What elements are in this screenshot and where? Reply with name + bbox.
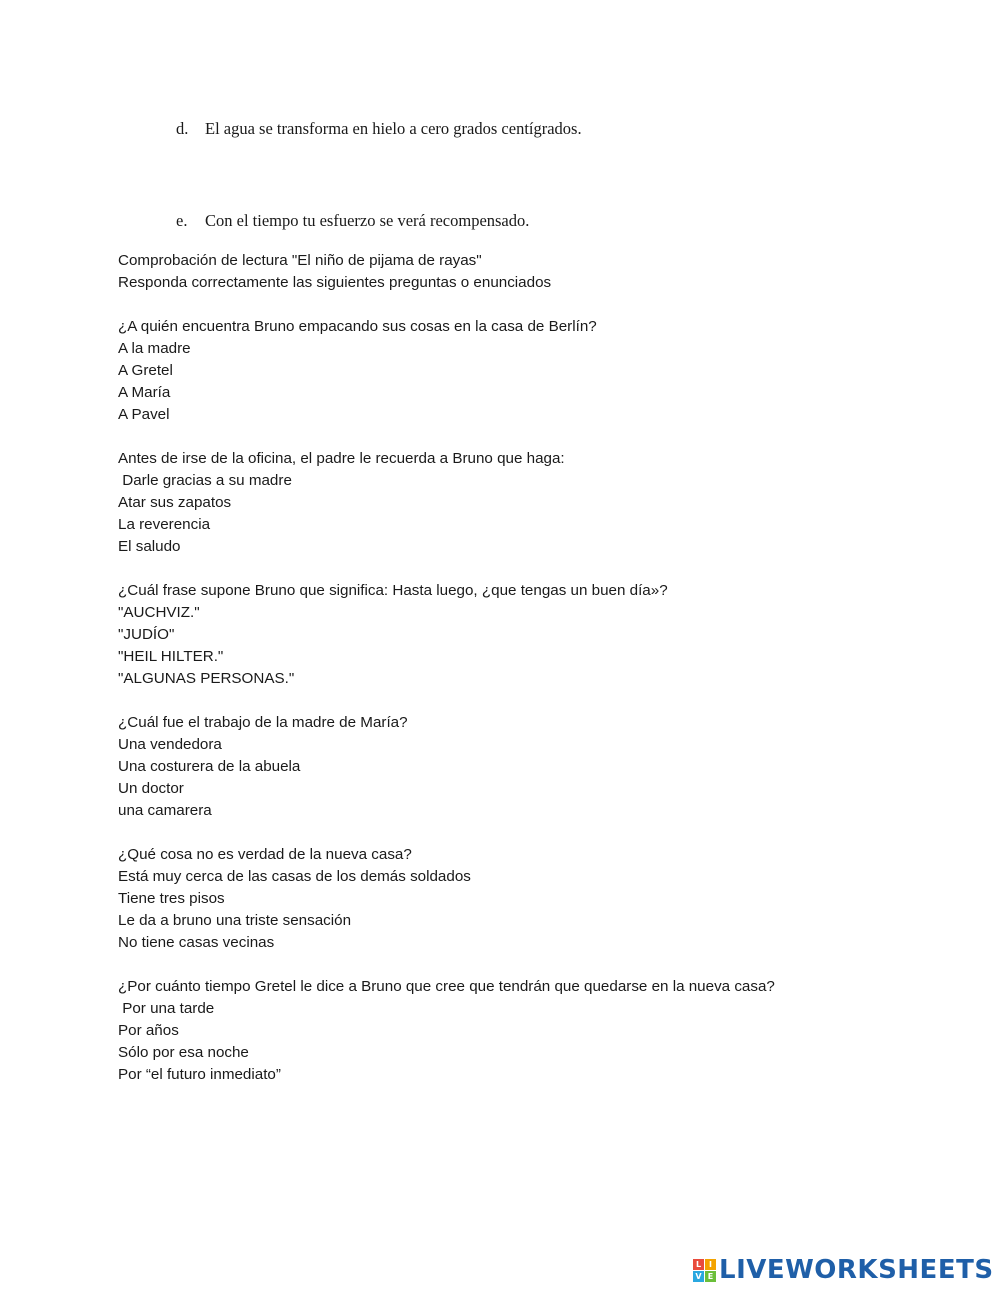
logo-text: LIVEWORKSHEETS — [719, 1255, 994, 1285]
question-text: ¿Cuál fue el trabajo de la madre de María? — [118, 714, 408, 731]
list-item-d — [176, 118, 582, 140]
answer-option[interactable]: A Gretel — [118, 362, 173, 379]
worksheet-header — [118, 250, 978, 294]
logo-mark-letter: V — [693, 1271, 704, 1282]
answer-option[interactable]: "ALGUNAS PERSONAS." — [118, 670, 295, 687]
answer-option[interactable]: Por una tarde — [118, 1000, 215, 1017]
answer-option[interactable]: Atar sus zapatos — [118, 494, 232, 511]
answer-option[interactable]: Le da a bruno una triste sensación — [118, 912, 352, 929]
list-item-e — [176, 210, 529, 232]
answer-option[interactable]: "JUDÍO" — [118, 626, 175, 643]
question-text: Antes de irse de la oficina, el padre le recuerda a Bruno que haga: — [118, 450, 565, 467]
question-2 — [118, 448, 978, 558]
question-text: ¿A quién encuentra Bruno empacando sus cosas en la casa de Berlín? — [118, 318, 597, 335]
logo-mark-icon — [693, 1259, 716, 1282]
answer-option[interactable]: Está muy cerca de las casas de los demás soldados — [118, 868, 471, 885]
worksheet-instruction: Responda correctamente las siguientes preguntas o enunciados — [118, 274, 552, 291]
answer-option[interactable]: "HEIL HILTER." — [118, 648, 224, 665]
logo-mark-letter: I — [705, 1259, 716, 1270]
question-text: ¿Por cuánto tiempo Gretel le dice a Bruno que cree que tendrán que quedarse en la nueva casa? — [118, 978, 775, 995]
answer-option[interactable]: A Pavel — [118, 406, 170, 423]
question-1 — [118, 316, 978, 426]
answer-option[interactable]: No tiene casas vecinas — [118, 934, 275, 951]
answer-option[interactable]: Una costurera de la abuela — [118, 758, 301, 775]
logo-mark-letter: E — [705, 1271, 716, 1282]
answer-option[interactable]: una camarera — [118, 802, 212, 819]
answer-option[interactable]: Darle gracias a su madre — [118, 472, 292, 489]
list-item-text: Con el tiempo tu esfuerzo se verá recompensado. — [205, 211, 530, 230]
list-marker: d. — [176, 119, 189, 138]
list-marker: e. — [176, 211, 188, 230]
question-3 — [118, 580, 978, 690]
answer-option[interactable]: Una vendedora — [118, 736, 222, 753]
answer-option[interactable]: El saludo — [118, 538, 181, 555]
list-item-text: El agua se transforma en hielo a cero grados centígrados. — [205, 119, 582, 138]
question-4 — [118, 712, 978, 822]
answer-option[interactable]: A la madre — [118, 340, 191, 357]
answer-option[interactable]: Sólo por esa noche — [118, 1044, 249, 1061]
worksheet-title: Comprobación de lectura "El niño de pijama de rayas" — [118, 252, 482, 269]
answer-option[interactable]: Por años — [118, 1022, 179, 1039]
answer-option[interactable]: La reverencia — [118, 516, 211, 533]
answer-option[interactable]: "AUCHVIZ." — [118, 604, 200, 621]
worksheet-content — [118, 250, 978, 1108]
question-6 — [118, 976, 978, 1086]
liveworksheets-logo — [693, 1255, 994, 1285]
answer-option[interactable]: A María — [118, 384, 171, 401]
question-text: ¿Qué cosa no es verdad de la nueva casa? — [118, 846, 412, 863]
answer-option[interactable]: Tiene tres pisos — [118, 890, 225, 907]
answer-option[interactable]: Un doctor — [118, 780, 184, 797]
answer-option[interactable]: Por “el futuro inmediato” — [118, 1066, 281, 1083]
question-text: ¿Cuál frase supone Bruno que significa: Hasta luego, ¿que tengas un buen día»? — [118, 582, 668, 599]
question-5 — [118, 844, 978, 954]
logo-mark-letter: L — [693, 1259, 704, 1270]
